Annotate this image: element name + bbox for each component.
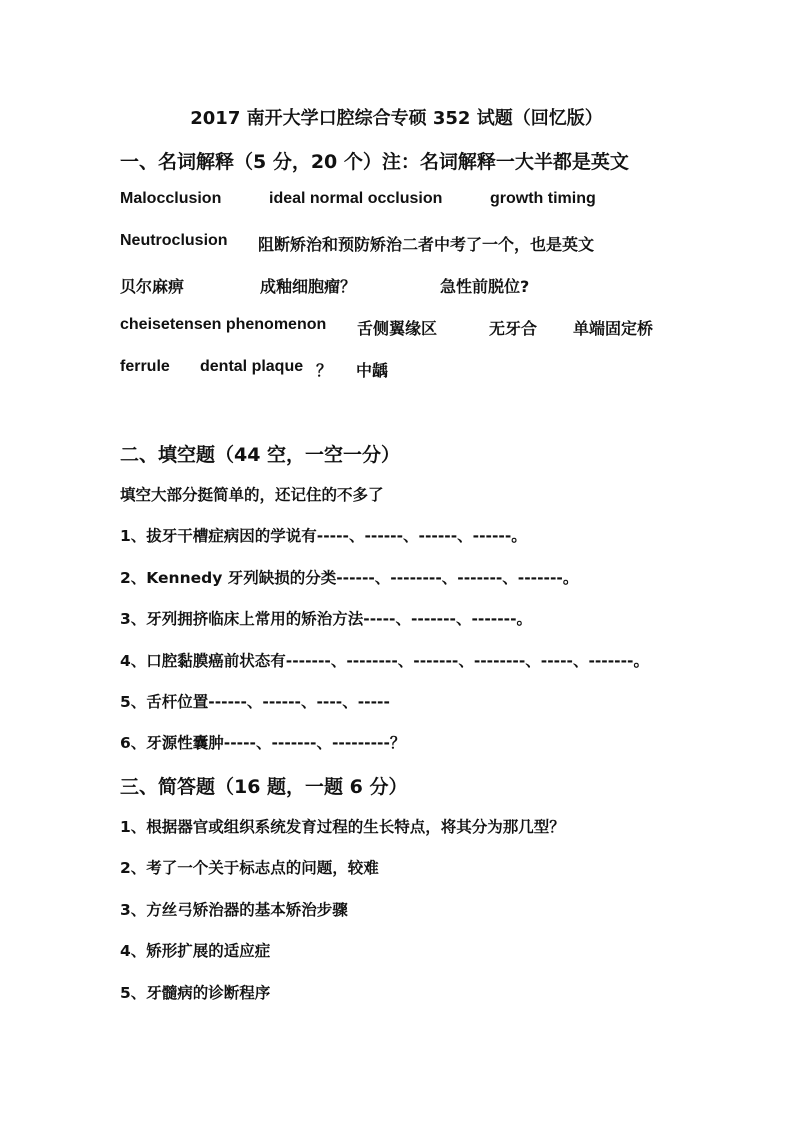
section2-heading: 二、填空题（44 空，一空一分）: [120, 444, 401, 466]
short-answer-1: 1、根据器官或组织系统发育过程的生长特点，将其分为那几型？: [120, 818, 565, 836]
term-ideal-normal-occlusion: ideal normal occlusion: [269, 190, 443, 207]
section1-heading: 一、名词解释（5 分，20 个）注：名词解释一大半都是英文: [120, 151, 629, 173]
short-answer-5: 5、牙髓病的诊断程序: [120, 984, 271, 1002]
term-bell-palsy: 贝尔麻痹: [120, 277, 185, 296]
term-question-mark: ？: [316, 361, 333, 380]
page-title: 2017 南开大学口腔综合专硕 352 试题（回忆版）: [190, 108, 603, 129]
term-neutroclusion: Neutroclusion: [120, 232, 228, 249]
fill-item-3: 3、牙列拥挤临床上常用的矫治方法-----、-------、-------。: [120, 610, 533, 628]
term-acute-anterior-dislocation: 急性前脱位?: [440, 277, 530, 296]
fill-item-2: 2、Kennedy 牙列缺损的分类------、--------、-------、-------。: [120, 569, 579, 587]
short-answer-2: 2、考了一个关于标志点的问题，较难: [120, 859, 379, 877]
term-growth-timing: growth timing: [490, 190, 596, 207]
short-answer-3: 3、方丝弓矫治器的基本矫治步骤: [120, 901, 348, 919]
section2-note: 填空大部分挺简单的，还记住的不多了: [120, 486, 384, 504]
fill-item-4: 4、口腔黏膜癌前状态有-------、--------、-------、--------、-----、-------。: [120, 652, 649, 670]
term-ameloblastoma: 成釉细胞瘤？: [260, 277, 357, 296]
term-dental-plaque: dental plaque: [200, 358, 304, 375]
short-answer-4: 4、矫形扩展的适应症: [120, 942, 271, 960]
term-malocclusion: Malocclusion: [120, 190, 222, 207]
fill-item-5: 5、舌杆位置------、------、----、-----: [120, 693, 390, 711]
term-medium-caries: 中龋: [356, 361, 389, 380]
term-christensen-phenomenon: cheisetensen phenomenon: [120, 316, 327, 333]
term-lingual-flange: 舌侧翼缘区: [357, 319, 438, 338]
term-ferrule: ferrule: [120, 358, 170, 375]
section3-heading: 三、简答题（16 题，一题 6 分）: [120, 776, 408, 798]
term-edentulous-jaw: 无牙合: [489, 319, 538, 338]
term-cantilever-bridge: 单端固定桥: [573, 319, 654, 338]
fill-item-1: 1、拔牙干槽症病因的学说有-----、------、------、------。: [120, 527, 527, 545]
fill-item-6: 6、牙源性囊肿-----、-------、---------？: [120, 734, 406, 752]
term-note-interceptive: 阻断矫治和预防矫治二者中考了一个，也是英文: [258, 235, 595, 254]
